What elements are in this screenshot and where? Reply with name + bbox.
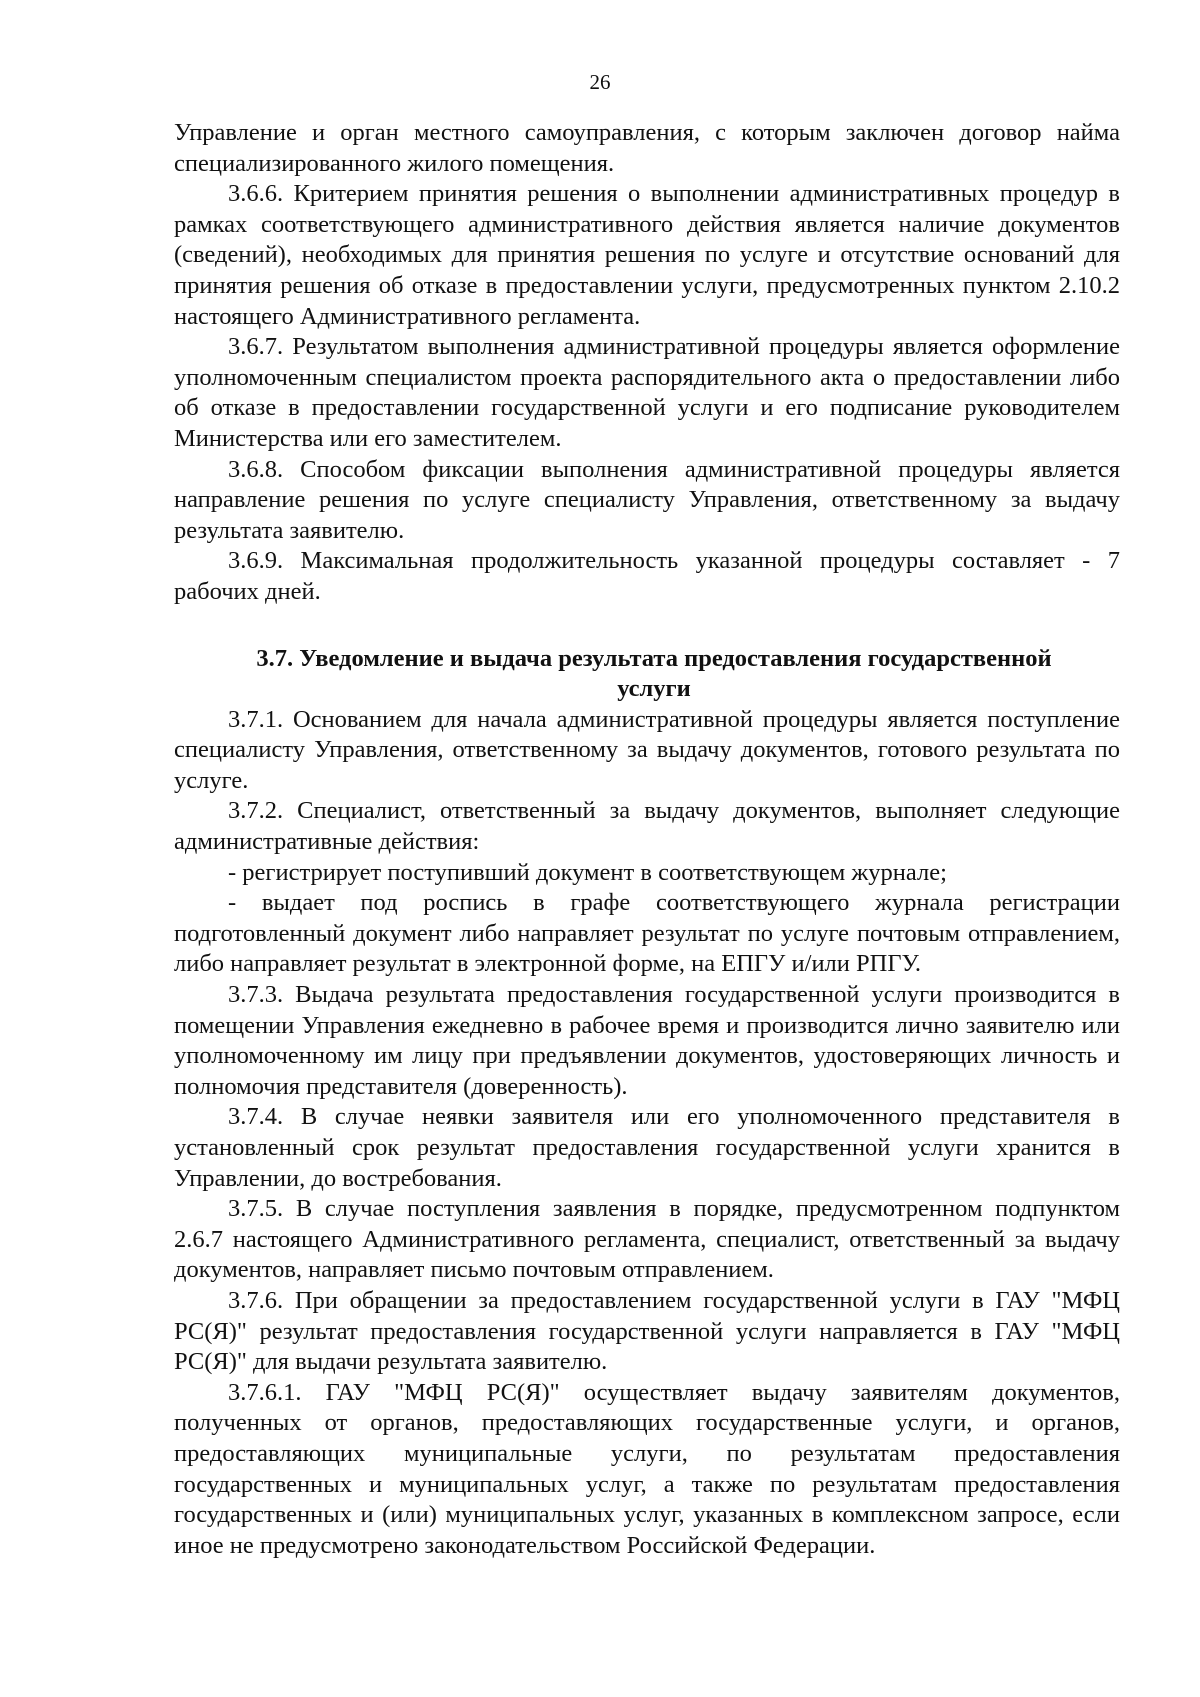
paragraph-3-6-8: 3.6.8. Способом фиксации выполнения административной процедуры является направление решения по услуге специалисту Управления, ответственному за выдачу результата заявителю. bbox=[174, 455, 1120, 544]
page-number: 26 bbox=[589, 70, 611, 94]
section-heading-3-7: 3.7. Уведомление и выдача результата предоставления государственной услуги bbox=[256, 644, 1052, 703]
paragraph-3-6-6: 3.6.6. Критерием принятия решения о выполнении административных процедур в рамках соответствующего административного действия является наличие документов (сведений), необходимых для принятия решения по услуге и отсутствие оснований для принятия решения об отказе в предоставлении услуги, предусмотренных пунктом 2.10.2 настоящего Административного регламента. bbox=[174, 180, 1120, 330]
paragraph-3-7-2: 3.7.2. Специалист, ответственный за выдачу документов, выполняет следующие административные действия: bbox=[174, 797, 1120, 856]
paragraph-3-6-7: 3.6.7. Результатом выполнения административной процедуры является оформление уполномоченным специалистом проекта распорядительного акта о предоставлении либо об отказе в предоставлении государственной услуги и его подписание руководителем Министерства или его заместителем. bbox=[174, 333, 1120, 452]
paragraph-3-7-6: 3.7.6. При обращении за предоставлением государственной услуги в ГАУ "МФЦ РС(Я)" результат предоставления государственной услуги направляется в ГАУ "МФЦ РС(Я)" для выдачи результата заявителю. bbox=[174, 1286, 1120, 1376]
list-item-register: - регистрирует поступивший документ в соответствующем журнале; bbox=[228, 858, 947, 886]
document-body bbox=[174, 118, 1120, 1561]
paragraph-3-7-3: 3.7.3. Выдача результата предоставления государственной услуги производится в помещении Управления ежедневно в рабочее время и производится лично заявителю или уполномоченному им лицу при предъявлении документов, удостоверяющих личность и полномочия представителя (доверенность). bbox=[174, 981, 1120, 1100]
paragraph-3-7-5: 3.7.5. В случае поступления заявления в порядке, предусмотренном подпунктом 2.6.7 настоящего Административного регламента, специалист, ответственный за выдачу документов, направляет письмо почтовым отправлением. bbox=[174, 1195, 1120, 1284]
paragraph-3-6-9: 3.6.9. Максимальная продолжительность указанной процедуры составляет - 7 рабочих дней. bbox=[174, 547, 1120, 605]
paragraph-continuation: Управление и орган местного самоуправления, с которым заключен договор найма специализированного жилого помещения. bbox=[174, 119, 1120, 177]
paragraph-3-7-4: 3.7.4. В случае неявки заявителя или его уполномоченного представителя в установленный срок результат предоставления государственной услуги хранится в Управлении, до востребования. bbox=[174, 1103, 1120, 1192]
paragraph-3-7-6-1: 3.7.6.1. ГАУ "МФЦ РС(Я)" осуществляет выдачу заявителям документов, полученных от органов, предоставляющих государственные услуги, и органов, предоставляющих муниципальные услуги, по результатам предоставления государственных и муниципальных услуг, а также по результатам предоставления государственных и (или) муниципальных услуг, указанных в комплексном запросе, если иное не предусмотрено законодательством Российской Федерации. bbox=[174, 1378, 1120, 1559]
list-item-issue: - выдает под роспись в графе соответствующего журнала регистрации подготовленный документ либо направляет результат по услуге почтовым отправлением, либо направляет результат в электронной форме, на ЕПГУ и/или РПГУ. bbox=[174, 889, 1120, 978]
paragraph-3-7-1: 3.7.1. Основанием для начала административной процедуры является поступление специалисту Управления, ответственному за выдачу документов, готового результата по услуге. bbox=[174, 705, 1120, 794]
